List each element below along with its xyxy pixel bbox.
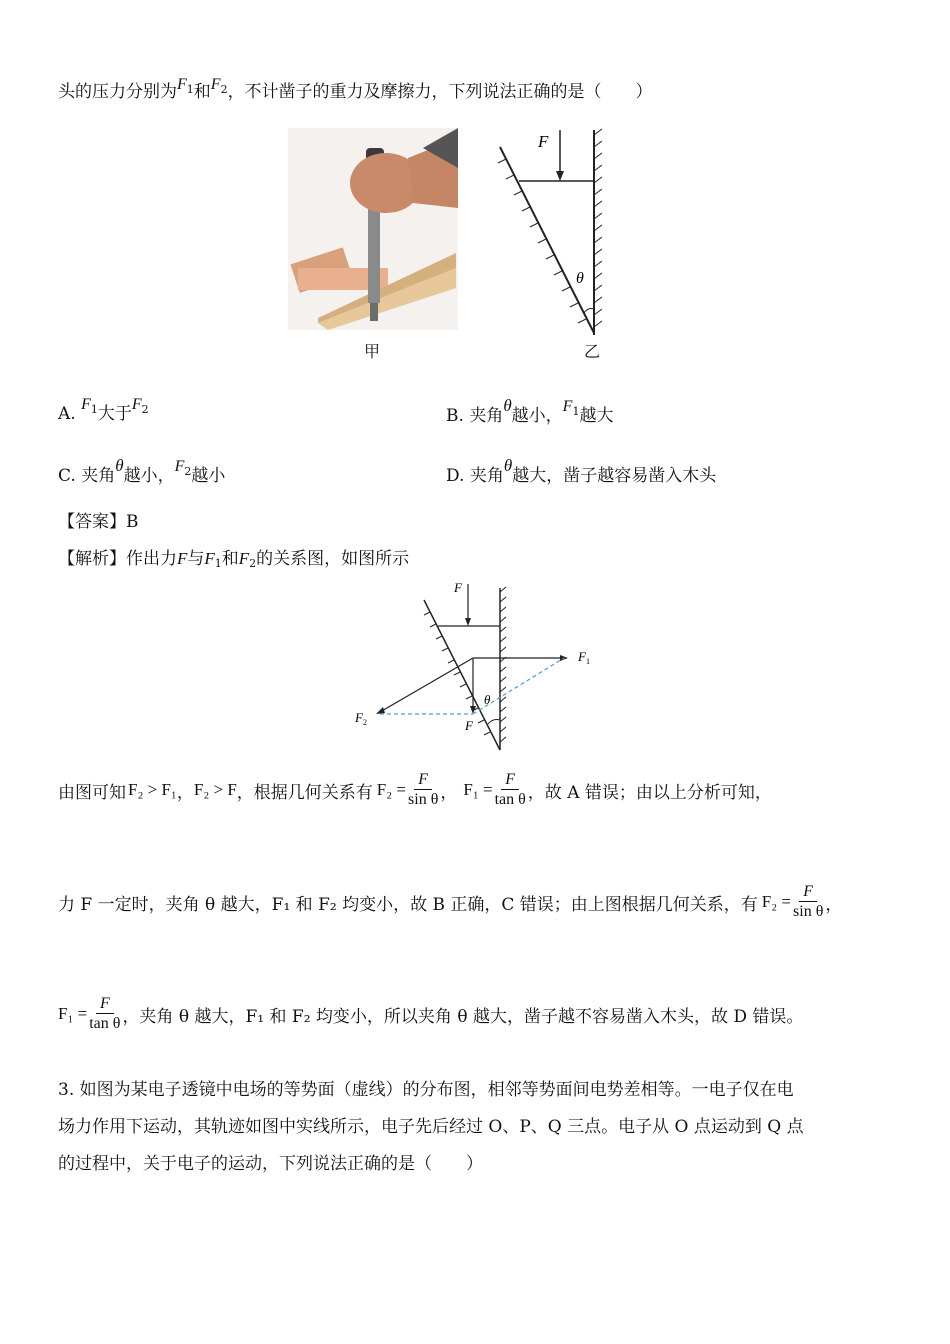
option-b-text: 夹角: [469, 406, 504, 426]
chisel-photo: [288, 128, 458, 330]
option-a-f2: F: [131, 396, 142, 413]
diagram-f-top: F: [454, 580, 462, 595]
f2-symbol: F: [210, 76, 221, 93]
q3-line-3: 的过程中，关于电子的运动，下列说法正确的是（ ）: [58, 1154, 483, 1174]
option-d-theta: θ: [503, 456, 513, 475]
option-c-text-3: 越小: [191, 466, 226, 486]
option-c-text-2: 越小，: [123, 466, 175, 486]
force-label: F: [538, 132, 549, 151]
analysis-f1: F: [204, 549, 215, 568]
answer-label: 【答案】: [58, 512, 126, 532]
line1-frac1-den: sin θ: [408, 790, 439, 808]
option-c-letter: C.: [58, 466, 76, 486]
intro-text: 头的压力分别为: [58, 82, 177, 102]
intro-and: 和: [193, 82, 211, 102]
line3-eq-lhs: F₁ =: [58, 1004, 88, 1023]
line1-frac2-den: tan θ: [494, 790, 526, 808]
analysis-text-2: 与: [187, 549, 205, 569]
diagram-f1-symbol: F: [578, 649, 586, 664]
analysis-text-4: 的关系图，如图所示: [256, 549, 410, 569]
option-b-theta: θ: [503, 396, 512, 415]
option-b-f-sub: 1: [572, 405, 580, 418]
q3-line-2: 场力作用下运动，其轨迹如图中实线所示，电子先后经过 O、P、Q 三点。电子从 O 点运动到 Q 点: [58, 1117, 804, 1137]
option-c-f: F: [174, 458, 185, 475]
force-diagram: [350, 578, 600, 753]
derivation-line-3: [58, 988, 803, 1040]
derivation-line-2: 力 F 一定时，夹角 θ 越大，F₁ 和 F₂ 均变小，故 B 正确，C 错误；由上图根据几何关系，有 F₂ = $\frac{F}{\text{sin θ}}$ ，: [58, 882, 843, 920]
line1-text-3: ，故 A 错误；由以上分析可知，: [527, 782, 772, 803]
answer-line: [58, 507, 139, 532]
analysis-text-3: 和: [221, 549, 239, 569]
diagram-theta: θ: [484, 692, 491, 707]
derivation-line-1: 由图可知 F₂ > F₁ ， F₂ > F ，根据几何关系有 F₂ = $\frac{F}{\text{sin θ}}$ ， F₁ = $\frac{F}{\text{tan θ}}$ ，故 A 错误；由以上分析可知，: [58, 770, 772, 808]
option-b-f: F: [562, 398, 573, 415]
intro-text-2: ，不计凿子的重力及摩擦力，下列说法正确的是（ ）: [227, 82, 653, 102]
line3-frac-num: F: [96, 995, 114, 1014]
f2-subscript: 2: [220, 83, 228, 96]
diagram-f2-label: [354, 710, 367, 727]
option-a-letter: A.: [58, 404, 76, 424]
line1-ineq1: F₂ > F₁: [128, 780, 177, 799]
line2-fraction: [793, 883, 823, 922]
option-d-text-2: 越大，凿子越容易凿入木头: [512, 466, 717, 486]
option-a-f2-sub: 2: [141, 403, 149, 416]
line2-eq-lhs: F₂ =: [761, 892, 792, 911]
line3-text: ，夹角 θ 越大，F₁ 和 F₂ 均变小，所以夹角 θ 越大，凿子越不容易凿入木头，故 D 错误。: [122, 1006, 804, 1027]
diagram-f-bottom: F: [465, 718, 473, 733]
analysis-line: [58, 544, 409, 570]
f1-subscript: 1: [186, 83, 194, 96]
analysis-label: 【解析】: [58, 549, 126, 569]
option-b-letter: B.: [446, 406, 464, 426]
option-c-text: 夹角: [81, 466, 116, 486]
diagram-f1-subscript: 1: [585, 657, 590, 666]
line1-eq2-lhs: F₁ =: [463, 780, 493, 799]
caption-jia: 甲: [364, 342, 381, 361]
option-d[interactable]: [446, 456, 716, 486]
diagram-f1-label: [577, 649, 590, 666]
wedge-diagram: [492, 125, 612, 340]
answer-value: B: [126, 512, 139, 532]
diagram-f2-symbol: F: [355, 710, 363, 725]
option-c-theta: θ: [115, 456, 124, 475]
option-b-text-3: 越大: [579, 406, 614, 426]
option-d-letter: D.: [446, 466, 465, 486]
analysis-f: F: [177, 549, 188, 568]
option-b-text-2: 越小，: [511, 406, 563, 426]
intro-line: [58, 76, 653, 102]
analysis-f1-sub: 1: [214, 557, 222, 570]
line1-eq1-lhs: F₂ =: [376, 780, 407, 799]
option-a-text: 大于: [97, 404, 132, 424]
option-a[interactable]: [58, 396, 149, 424]
f1-symbol: F: [177, 76, 187, 93]
line3-frac-den: tan θ: [89, 1014, 121, 1032]
option-d-text: 夹角: [469, 466, 504, 486]
diagram-f2-subscript: 2: [362, 718, 367, 727]
line1-frac1-num: F: [414, 771, 432, 790]
line1-frac2-num: F: [501, 771, 519, 790]
q3-line-1: 3. 如图为某电子透镜中电场的等势面（虚线）的分布图，相邻等势面间电势差相等。一电子仅在电: [58, 1080, 794, 1100]
line3-fraction: [89, 995, 120, 1034]
line1-text-2: ，根据几何关系有: [236, 782, 373, 803]
line2-text: 力 F 一定时，夹角 θ 越大，F₁ 和 F₂ 均变小，故 B 正确，C 错误；由上图根据几何关系，有: [58, 894, 758, 915]
line1-ineq2: F₂ > F: [193, 780, 237, 799]
option-a-f1-sub: 1: [90, 403, 98, 416]
analysis-f2-sub: 2: [249, 557, 257, 570]
option-a-f1: F: [81, 396, 91, 413]
angle-label: θ: [576, 270, 584, 287]
option-b[interactable]: [446, 396, 613, 426]
option-c-f-sub: 2: [184, 465, 192, 478]
line1-fraction-2: [495, 771, 526, 810]
line2-frac-den: sin θ: [793, 902, 824, 920]
line1-fraction-1: [408, 771, 438, 810]
line1-text: 由图可知: [58, 782, 126, 803]
option-c[interactable]: [58, 456, 225, 486]
analysis-text: 作出力: [126, 549, 177, 569]
line2-frac-num: F: [799, 883, 817, 902]
analysis-f2: F: [238, 549, 250, 568]
caption-yi: 乙: [584, 342, 601, 361]
